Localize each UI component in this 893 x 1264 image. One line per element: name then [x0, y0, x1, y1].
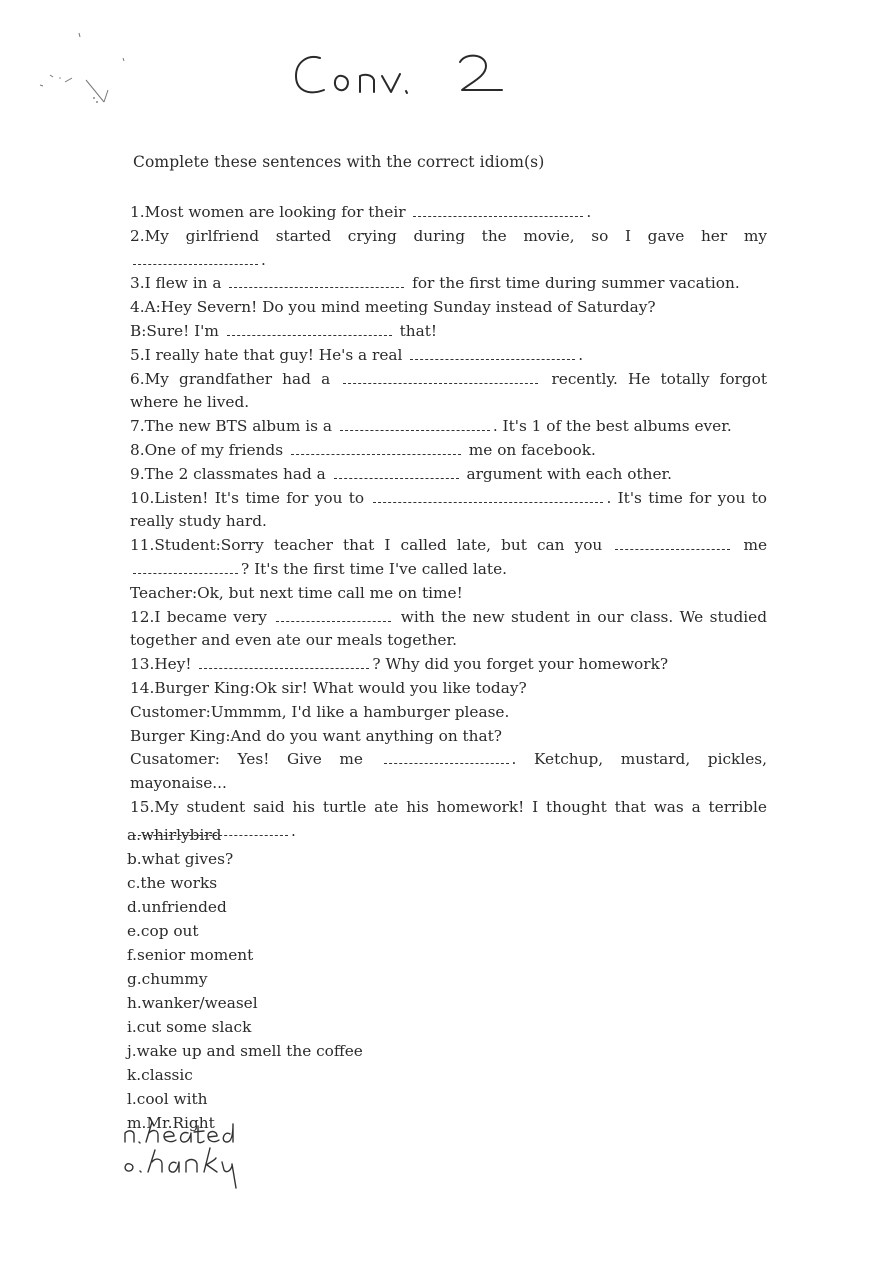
- question-text: B:Sure! I'm: [130, 321, 224, 340]
- question-text: that!: [394, 321, 437, 340]
- answer-option: i.cut some slack: [127, 1018, 252, 1036]
- answer-blank[interactable]: [229, 275, 404, 288]
- question-text: .: [261, 250, 266, 269]
- question-line: [130, 225, 767, 273]
- question-text: .: [291, 821, 296, 840]
- answer-option: f.senior moment: [127, 946, 254, 964]
- question-text: 2.My girlfriend started crying during the movie, so I gave her my: [130, 226, 767, 245]
- question-line: [130, 487, 767, 535]
- answer-option: l.cool with: [127, 1090, 208, 1108]
- question-text: . It's time for you to really study hard.: [130, 488, 768, 531]
- question-line: [130, 344, 767, 368]
- question-text: 13.Hey!: [130, 655, 197, 674]
- question-line: [130, 320, 767, 344]
- answer-blank[interactable]: [340, 418, 490, 431]
- answer-blank[interactable]: [133, 252, 258, 265]
- question-text: Cusatomer: Yes! Give me: [130, 750, 381, 769]
- question-text: 14.Burger King:Ok sir! What would you like today?: [130, 678, 527, 697]
- answer-blank[interactable]: [133, 561, 238, 574]
- question-text: with the new student in our class. We studied together and even ate our meals together.: [130, 607, 767, 650]
- question-text: 9.The 2 classmates had a: [130, 464, 331, 483]
- question-line: [130, 272, 767, 296]
- question-line: [130, 725, 767, 749]
- question-line: [130, 296, 767, 320]
- question-line: [130, 701, 767, 725]
- instruction-text: Complete these sentences with the correct idiom(s): [133, 153, 545, 171]
- answer-blank[interactable]: [410, 347, 575, 360]
- question-text: ? Why did you forget your homework?: [372, 655, 669, 674]
- answer-blank[interactable]: [276, 609, 391, 622]
- answer-list: [127, 823, 363, 1135]
- answer-blank[interactable]: [343, 371, 538, 384]
- question-line: [130, 201, 767, 225]
- question-text: 12.I became very: [130, 607, 274, 626]
- handwritten-answers: [120, 1118, 260, 1193]
- question-text: 6.My grandfather had a: [130, 369, 341, 388]
- question-text: 1.Most women are looking for their: [130, 203, 411, 221]
- answer-blank[interactable]: [384, 751, 509, 764]
- question-text: me on facebook.: [463, 440, 596, 459]
- answer-option: b.what gives?: [127, 850, 234, 868]
- answer-blank[interactable]: [199, 656, 369, 669]
- question-text: 15.My student said his turtle ate his homework! I thought that was a terrible: [130, 797, 767, 816]
- question-line: [130, 748, 767, 796]
- answer-option: g.chummy: [127, 970, 208, 988]
- answer-option: m.Mr.Right: [127, 1114, 215, 1132]
- question-text: 8.One of my friends: [130, 440, 288, 459]
- question-line: [130, 534, 767, 582]
- question-text: ? It's the first time I've called late.: [241, 559, 507, 578]
- answer-blank[interactable]: [373, 490, 603, 503]
- answer-option: h.wanker/weasel: [127, 994, 258, 1012]
- question-text: 7.The new BTS album is a: [130, 417, 337, 436]
- question-line: [130, 463, 767, 487]
- question-line: [130, 368, 767, 416]
- answer-option: c.the works: [127, 874, 218, 892]
- page-title-handwritten: [290, 40, 520, 110]
- question-text: 5.I really hate that guy! He's a real: [130, 345, 408, 364]
- question-line: [130, 582, 767, 606]
- question-text: Customer:Ummmm, I'd like a hamburger please.: [130, 702, 510, 721]
- question-text: .: [586, 203, 592, 221]
- question-text: for the first time during summer vacation.: [407, 274, 740, 293]
- question-line: [130, 606, 767, 654]
- question-line: [130, 653, 767, 677]
- answer-option: e.cop out: [127, 922, 199, 940]
- question-text: recently. He totally forgot where he lived.: [130, 369, 768, 412]
- answer-blank[interactable]: [413, 204, 583, 217]
- question-text: . Ketchup, mustard, pickles, mayonaise...: [130, 750, 767, 793]
- question-text: 4.A:Hey Severn! Do you mind meeting Sunday instead of Saturday?: [130, 298, 656, 317]
- answer-option: k.classic: [127, 1066, 193, 1084]
- question-text: Burger King:And do you want anything on that?: [130, 726, 503, 745]
- answer-option: d.unfriended: [127, 898, 227, 916]
- question-text: 3.I flew in a: [130, 274, 227, 293]
- answer-blank[interactable]: [334, 466, 459, 479]
- question-list: [130, 201, 767, 844]
- question-text: . It's 1 of the best albums ever.: [492, 417, 732, 436]
- question-text: 10.Listen! It's time for you to: [130, 488, 371, 507]
- question-text: argument with each other.: [461, 464, 673, 483]
- answer-option: a.whirlybird: [127, 826, 222, 844]
- answer-blank[interactable]: [615, 537, 730, 550]
- question-text: 11.Student:Sorry teacher that I called late, but can you: [130, 536, 613, 555]
- question-text: Teacher:Ok, but next time call me on time!: [130, 583, 463, 602]
- answer-blank[interactable]: [227, 323, 392, 336]
- question-line: [130, 677, 767, 701]
- answer-option: j.wake up and smell the coffee: [127, 1042, 363, 1060]
- question-line: [130, 439, 767, 463]
- question-line: [130, 415, 767, 439]
- question-text: .: [578, 345, 584, 364]
- scan-specks: [20, 30, 140, 110]
- question-text: me: [733, 536, 768, 555]
- answer-blank[interactable]: [291, 442, 461, 455]
